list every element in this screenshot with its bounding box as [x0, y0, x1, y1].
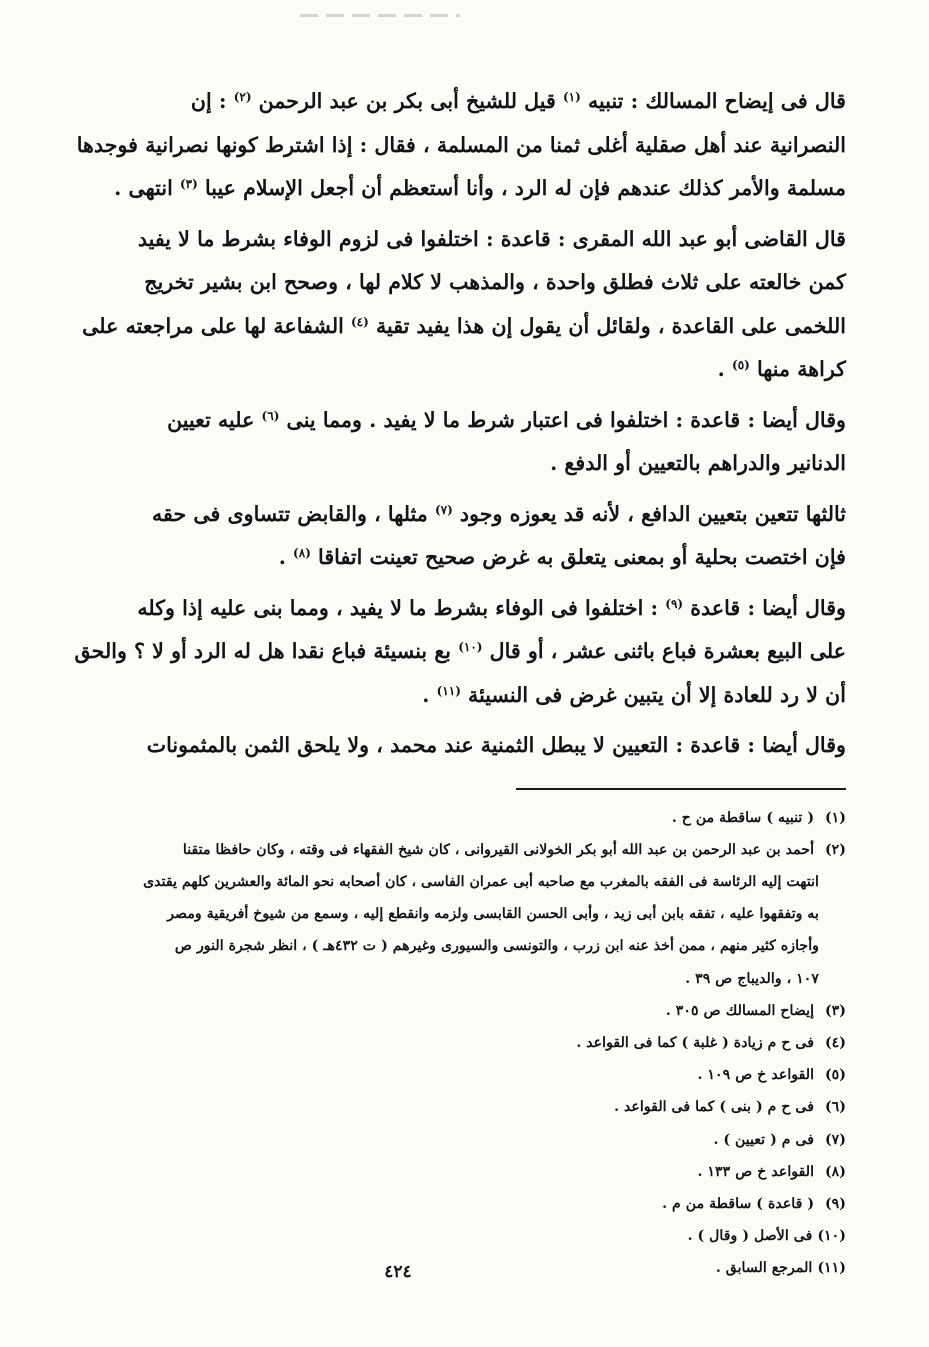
footnote-line [78, 802, 846, 834]
page-number: ٤٢٤ [384, 1262, 412, 1282]
footnote-number: (١٠) [817, 1228, 846, 1245]
footnote-number: (٦) [824, 1099, 846, 1116]
footnote-text: ١٠٧ ، والديباج ص ٣٩ . [685, 970, 819, 987]
footnote-text: القواعد خ ص ١٣٣ . [697, 1163, 815, 1180]
footnote-line [78, 1091, 846, 1123]
footnote-number: (١) [824, 809, 846, 826]
paragraph [78, 493, 846, 580]
text-line: وقال أيضا : قاعدة : اختلفوا فى اعتبار شرط ما لا يفيد . ومما ينى $^{(٦)}$ عليه تعيين [167, 407, 846, 432]
text-line: وقال أيضا : قاعدة : التعيين لا يبطل الثمنية عند محمد ، ولا يلحق الثمن بالمثمونات [146, 733, 846, 757]
footnote-line [78, 963, 846, 995]
text-line: الدنانير والدراهم بالتعيين أو الدفع . [550, 451, 846, 475]
footnotes [78, 802, 846, 1285]
footnote-text: أحمد بن عبد الرحمن بن عبد الله أبو بكر الخولانى القيروانى ، كان شيخ الفقهاء فى وقته ، وكان حافظا متقنا [182, 841, 815, 858]
footnote-line [78, 1027, 846, 1059]
footnote-text: ( تنبيه ) ساقطة من ح . [671, 809, 815, 826]
text-line: مسلمة والأمر كذلك عندهم فإن له الرد ، وأنا أستعظم أن أجعل الإسلام عيبا $^{(٣)}$ انتهى . [114, 176, 846, 200]
footnote-line [78, 866, 846, 898]
footnote-text: فى ح م ( بنى ) كما فى القواعد . [614, 1099, 815, 1116]
footnote-text: فى م ( تعيين ) . [713, 1131, 815, 1148]
footnote-text: ( قاعدة ) ساقطة من م . [662, 1195, 815, 1212]
footnote-text: وأجازه كثير منهم ، ممن أخذ عنه ابن زرب ، والتونسى والسيورى وغيرهم ( ت ٤٣٢هـ ) ، انظر شجرة النور ص [174, 938, 819, 955]
paragraph [74, 587, 846, 718]
footnote-line [78, 995, 846, 1027]
footnote-text: فى ح م زيادة ( غلبة ) كما فى القواعد . [576, 1034, 815, 1051]
paragraph [78, 724, 846, 768]
footnote-number: (٣) [824, 1002, 846, 1019]
document-page [74, 80, 846, 1320]
footnote-number: (٥) [824, 1067, 846, 1084]
footnote-line [78, 1188, 846, 1220]
footnote-line [78, 898, 846, 930]
footnote-text: إيضاح المسالك ص ٣٠٥ . [665, 1002, 815, 1019]
footnote-number: (٢) [824, 841, 846, 858]
text-line: على البيع بعشرة فباع باثنى عشر ، أو قال $^{(١٠)}$ بع بنسيئة فباع نقدا هل له الرد أو لا ؟ والحق [74, 639, 846, 663]
footnote-line [78, 1124, 846, 1156]
paragraph [78, 80, 846, 211]
text-line: اللخمى على القاعدة ، ولقائل أن يقول إن هذا يفيد تقية $^{(٤)}$ الشفاعة لها على مراجعته على [82, 313, 846, 338]
footnote-number: (٩) [824, 1195, 846, 1212]
text-line: وقال أيضا : قاعدة $^{(٩)}$ : اختلفوا فى الوفاء بشرط ما لا يفيد ، ومما بنى عليه إذا وكله [137, 595, 846, 620]
footnote-number: (٤) [824, 1034, 846, 1051]
text-line: كراهة منها $^{(٥)}$ . [717, 357, 846, 381]
text-line: أن لا رد للعادة إلا أن يتبين غرض فى النسيئة $^{(١١)}$ . [422, 682, 846, 707]
footnote-line [78, 1220, 846, 1252]
footnote-line [78, 1059, 846, 1091]
footnote-line [78, 1156, 846, 1188]
text-line: قال القاضى أبو عبد الله المقرى : قاعدة : اختلفوا فى لزوم الوفاء بشرط ما لا يفيد [137, 226, 846, 251]
footnote-separator [516, 788, 846, 790]
text-line: ثالثها تتعين بتعيين الدافع ، لأنه قد يعوزه وجود $^{(٧)}$ مثلها ، والقابض تتساوى فى حقه [151, 501, 846, 526]
paragraph [78, 218, 846, 392]
footnote-line [78, 1252, 846, 1284]
footnote-number: (٨) [824, 1163, 846, 1180]
paragraph [78, 399, 846, 486]
main-text [74, 80, 846, 768]
footnote-line [78, 930, 846, 962]
footnote-text: القواعد خ ص ١٠٩ . [697, 1067, 815, 1084]
text-line: النصرانية عند أهل صقلية أغلى ثمنا من المسلمة ، فقال : إذا اشترط كونها نصرانية فوجدها [76, 132, 846, 157]
text-line: فإن اختصت بحلية أو بمعنى يتعلق به غرض صحيح تعينت اتفاقا $^{(٨)}$ . [278, 545, 846, 569]
footnote-line [78, 834, 846, 866]
scan-top-mark [300, 14, 460, 17]
text-line: كمن خالعته على ثلاث فطلق واحدة ، والمذهب لا كلام لها ، وصحح ابن بشير تخريج [144, 270, 846, 294]
footnote-number: (٧) [824, 1131, 846, 1148]
footnote-text: فى الأصل ( وقال ) . [687, 1228, 813, 1245]
footnote-text: المرجع السابق . [715, 1260, 813, 1277]
footnote-text: به وتفقهوا عليه ، تفقه بابن أبى زيد ، وأبى الحسن القابسى ولزمه وانقطع إليه ، وسمع من شيوخ أفريقية ومصر [167, 906, 819, 923]
footnote-text: انتهت إليه الرئاسة فى الفقه بالمغرب مع صاحبه أبى عمران الفاسى ، كان أصحابه نحو المائة والعشرين كلهم يقتدى [143, 873, 819, 890]
text-line: قال فى إيضاح المسالك : تنبيه $^{(١)}$ قيل للشيخ أبى بكر بن عبد الرحمن $^{(٢)}$ : إن [190, 89, 846, 113]
footnote-number: (١١) [817, 1260, 846, 1277]
